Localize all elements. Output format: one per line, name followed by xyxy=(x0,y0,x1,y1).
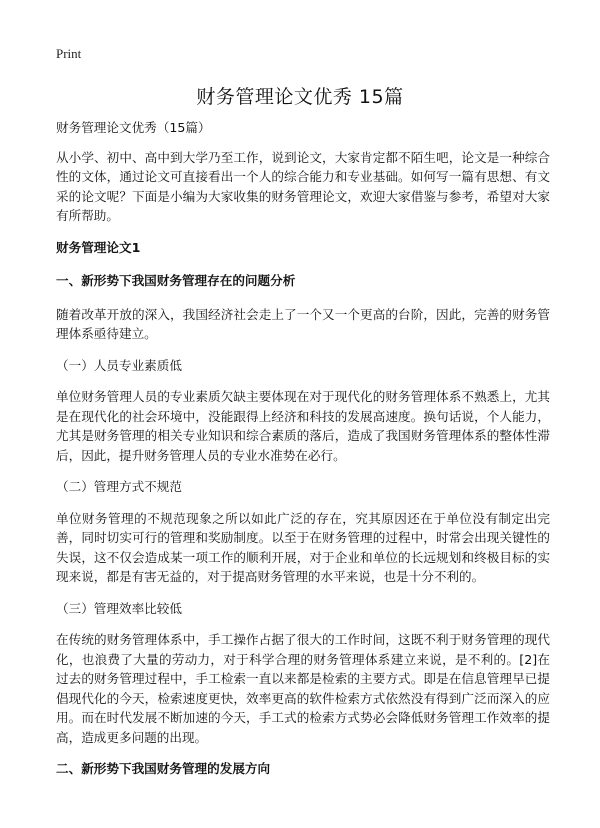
intro-paragraph: 从小学、初中、高中到大学乃至工作，说到论文，大家肯定都不陌生吧，论文是一种综合性的文体，通过论文可直接看出一个人的综合能力和专业基础。如何写一篇有思想、有文采的论文呢？下面是小编为大家收集的财务管理论文，欢迎大家借鉴与参考，希望对大家有所帮助。 xyxy=(56,149,550,223)
section-heading-2: 二、新形势下我国财务管理的发展方向 xyxy=(56,761,271,776)
document-subtitle: 财务管理论文优秀（15篇） xyxy=(56,120,211,135)
article-heading: 财务管理论文1 xyxy=(56,239,141,255)
section-heading-1: 一、新形势下我国财务管理存在的问题分析 xyxy=(56,273,296,288)
subsection-heading-3: （三）管理效率比较低 xyxy=(56,600,182,616)
subsection-1-text: 单位财务管理人员的专业素质欠缺主要体现在对于现代化的财务管理体系不熟悉上，尤其是在现代化的社会环境中，没能跟得上经济和科技的发展高速度。换句话说，个人能力，尤其是财务管理的相关专业知识和综合素质的落后，造成了我国财务管理体系的整体性滞后，因此，提升财务管理人员的专业水准势在必行。 xyxy=(56,389,550,463)
print-link[interactable]: Print xyxy=(56,46,82,61)
subsection-3-text: 在传统的财务管理体系中，手工操作占据了很大的工作时间，这既不利于财务管理的现代化，也浪费了大量的劳动力，对于科学合理的财务管理体系建立来说，是不利的。[2]在过去的财务管理过程中，手工检索一直以来都是检索的主要方式。即是在信息管理早已提倡现代化的今天，检索速度更快，效率更高的软件检索方式依然没有得到广泛而深入的应用。而在时代发展不断加速的今天，手工式的检索方式势必会降低财务管理工作效率的提高，造成更多问题的出现。 xyxy=(56,632,550,745)
subsection-heading-2: （二）管理方式不规范 xyxy=(56,479,182,494)
document-body xyxy=(56,118,550,793)
subsection-heading-1: （一）人员专业素质低 xyxy=(56,357,182,373)
section-1-intro: 随着改革开放的深入，我国经济社会走上了一个又一个更高的台阶，因此，完善的财务管理体系亟待建立。 xyxy=(56,306,550,341)
page-title: 财务管理论文优秀 15篇 xyxy=(196,86,404,108)
subsection-2-text: 单位财务管理的不规范现象之所以如此广泛的存在，究其原因还在于单位没有制定出完善，同时切实可行的管理和奖励制度。以至于在财务管理的过程中，时常会出现关键性的失误，这不仅会造成某一项工作的顺利开展，对于企业和单位的长远规划和终极目标的实现来说，都是有害无益的，对于提高财务管理的水平来说，也是十分不利的。 xyxy=(56,510,550,584)
